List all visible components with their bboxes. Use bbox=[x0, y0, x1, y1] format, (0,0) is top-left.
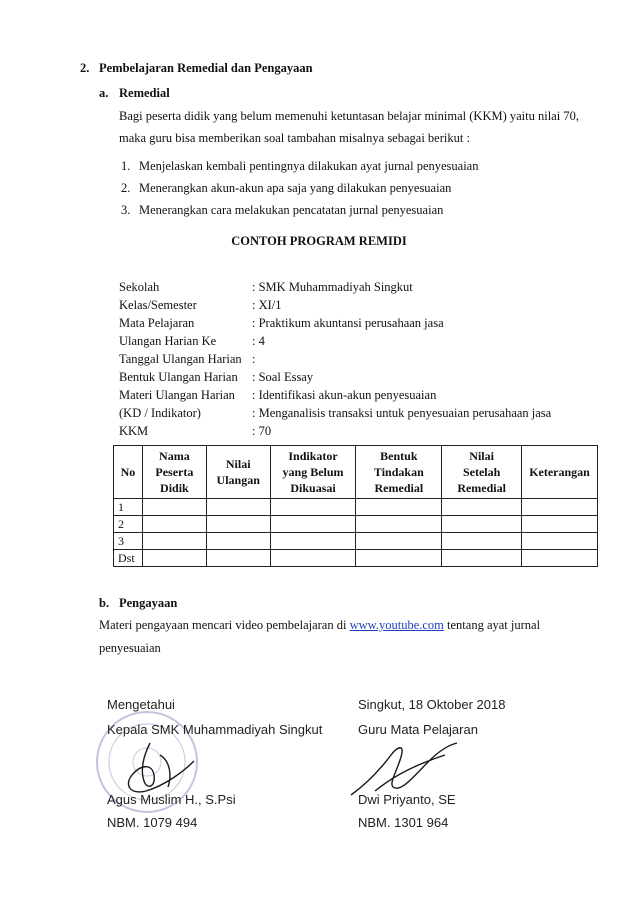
section-number: 2. bbox=[80, 61, 90, 75]
remedial-title: Remedial bbox=[119, 86, 170, 100]
info-label: (KD / Indikator) bbox=[119, 406, 201, 420]
pengayaan-text: Materi pengayaan mencari video pembelajaran di www.youtube.com tentang ayat jurnal bbox=[99, 618, 541, 632]
table-cell-no: Dst bbox=[114, 550, 143, 567]
table-row bbox=[114, 516, 598, 533]
program-title: CONTOH PROGRAM REMIDI bbox=[231, 234, 407, 248]
col-header-nilai-setelah: Nilai Setelah Remedial bbox=[442, 446, 522, 499]
left-signatory-name: Agus Muslim H., S.Psi bbox=[107, 792, 236, 807]
col-header-indikator: Indikator yang Belum Dikuasai bbox=[270, 446, 356, 499]
remedial-table bbox=[113, 445, 598, 567]
info-value: : Menganalisis transaksi untuk penyesuaian perusahaan jasa bbox=[252, 406, 552, 420]
col-header-nama-peserta-didik: Nama Peserta Didik bbox=[142, 446, 206, 499]
info-label: KKM bbox=[119, 424, 149, 438]
info-value: : XI/1 bbox=[252, 298, 282, 312]
info-label: Sekolah bbox=[119, 280, 160, 294]
info-value: : SMK Muhammadiyah Singkut bbox=[252, 280, 413, 294]
list-item: Menerangkan akun-akun apa saja yang dilakukan penyesuaian bbox=[139, 181, 452, 195]
col-header-bentuk-tindakan: Bentuk Tindakan Remedial bbox=[356, 446, 442, 499]
info-label: Kelas/Semester bbox=[119, 298, 197, 312]
list-item-number: 2. bbox=[121, 181, 131, 195]
right-signature-title: Guru Mata Pelajaran bbox=[358, 722, 478, 737]
remedial-paragraph-line2: maka guru bisa memberikan soal tambahan misalnya sebagai berikut : bbox=[119, 131, 470, 145]
info-label: Tanggal Ulangan Harian bbox=[119, 352, 242, 366]
subsection-letter-a: a. bbox=[99, 86, 109, 100]
info-value: : Soal Essay bbox=[252, 370, 314, 384]
subsection-letter-b: b. bbox=[99, 596, 110, 610]
left-signature-scribble bbox=[110, 735, 240, 800]
left-signature-title: Kepala SMK Muhammadiyah Singkut bbox=[107, 722, 323, 737]
right-signatory-name: Dwi Priyanto, SE bbox=[358, 792, 456, 807]
list-item-number: 1. bbox=[121, 159, 131, 173]
col-header-keterangan: Keterangan bbox=[522, 446, 598, 499]
remedial-paragraph-line1: Bagi peserta didik yang belum memenuhi ketuntasan belajar minimal (KKM) yaitu nilai 70, bbox=[119, 109, 579, 123]
left-signatory-nbm: NBM. 1079 494 bbox=[107, 815, 198, 830]
pengayaan-text-line2: penyesuaian bbox=[99, 641, 161, 655]
info-value: : 70 bbox=[252, 424, 272, 438]
section-title: Pembelajaran Remedial dan Pengayaan bbox=[99, 61, 313, 75]
info-value: : Identifikasi akun-akun penyesuaian bbox=[252, 388, 437, 402]
table-header-row bbox=[114, 446, 598, 499]
left-signature-heading: Mengetahui bbox=[107, 697, 175, 712]
info-value: : 4 bbox=[252, 334, 265, 348]
youtube-link[interactable]: www.youtube.com bbox=[349, 618, 444, 632]
table-row bbox=[114, 533, 598, 550]
table-row bbox=[114, 550, 598, 567]
col-header-nilai-ulangan: Nilai Ulangan bbox=[206, 446, 270, 499]
right-signature-date: Singkut, 18 Oktober 2018 bbox=[358, 697, 506, 712]
info-label: Mata Pelajaran bbox=[119, 316, 195, 330]
table-cell-no: 1 bbox=[114, 499, 143, 516]
list-item: Menjelaskan kembali pentingnya dilakukan ayat jurnal penyesuaian bbox=[139, 159, 479, 173]
info-label: Ulangan Harian Ke bbox=[119, 334, 217, 348]
list-item: Menerangkan cara melakukan pencatatan jurnal penyesuaian bbox=[139, 203, 444, 217]
table-cell-no: 2 bbox=[114, 516, 143, 533]
right-signatory-nbm: NBM. 1301 964 bbox=[358, 815, 449, 830]
info-label: Materi Ulangan Harian bbox=[119, 388, 235, 402]
col-header-no: No bbox=[114, 446, 143, 499]
info-value: : Praktikum akuntansi perusahaan jasa bbox=[252, 316, 444, 330]
table-row bbox=[114, 499, 598, 516]
table-cell-no: 3 bbox=[114, 533, 143, 550]
pengayaan-title: Pengayaan bbox=[119, 596, 178, 610]
list-item-number: 3. bbox=[121, 203, 131, 217]
info-value: : bbox=[252, 352, 256, 366]
info-label: Bentuk Ulangan Harian bbox=[119, 370, 238, 384]
